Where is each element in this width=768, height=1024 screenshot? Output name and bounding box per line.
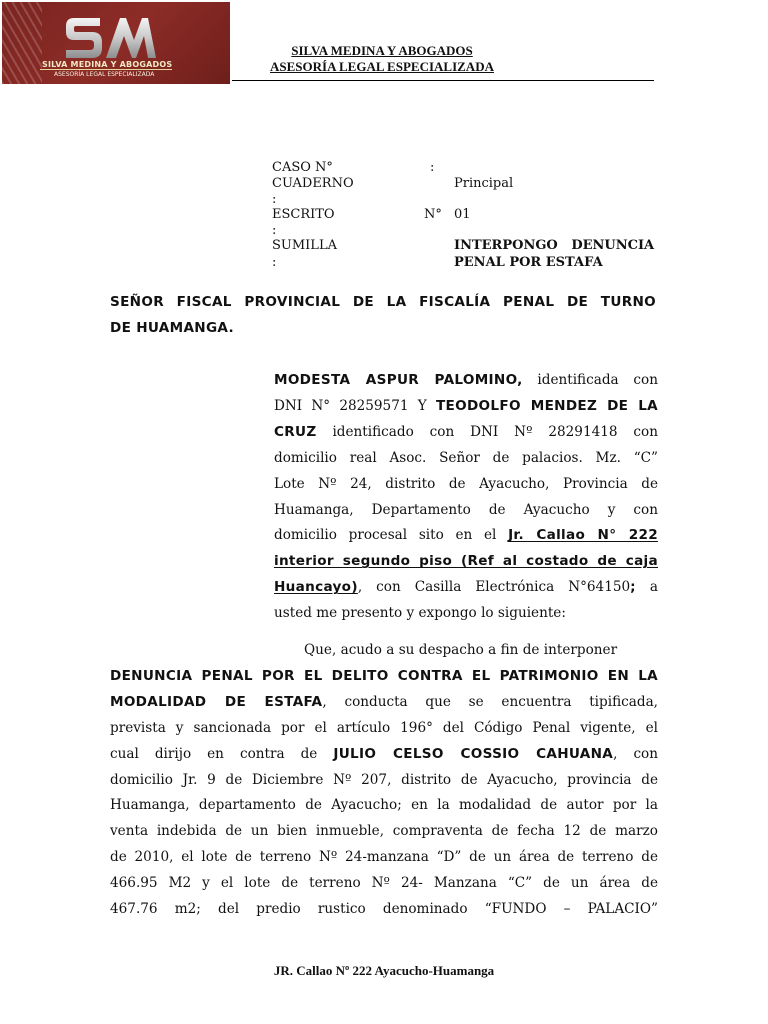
- header-tagline: ASESORÍA LEGAL ESPECIALIZADA: [270, 59, 494, 74]
- sumilla-colon: :: [272, 255, 277, 270]
- body-text: cual dirijo en contra de: [110, 745, 334, 762]
- header-firm-name: SILVA MEDINA Y ABOGADOS: [291, 43, 473, 58]
- intro-semicolon: ;: [630, 579, 636, 596]
- body-text: , conducta que se encuentra tipificada,: [322, 693, 658, 710]
- accused-name: JULIO CELSO COSSIO CAHUANA: [333, 745, 614, 762]
- cuaderno-value: Principal: [454, 176, 514, 191]
- header-rule: [232, 80, 654, 81]
- body-paragraph: [110, 638, 658, 923]
- caso-colon: :: [430, 160, 435, 175]
- intro-line: usted me presento y expongo lo siguiente:: [274, 605, 566, 622]
- footer-address: JR. Callao Nº 222 Ayacucho-Huamanga: [273, 963, 495, 978]
- intro-line: Lote Nº 24, distrito de Ayacucho, Provincia de: [274, 475, 658, 492]
- sumilla-value-2: PENAL POR ESTAFA: [454, 255, 603, 270]
- intro-line: [274, 575, 658, 601]
- sumilla-label: SUMILLA: [272, 238, 337, 253]
- procedural-address-2: interior segundo piso (Ref al costado de caja: [274, 553, 658, 570]
- crime-description-1: DENUNCIA PENAL POR EL DELITO CONTRA EL PATRIMONIO EN LA: [110, 667, 658, 684]
- intro-text: identificado con DNI Nº 28291418 con: [316, 423, 658, 440]
- body-line: prevista y sancionada por el artículo 196° del Código Penal vigente, el: [110, 719, 658, 736]
- cuaderno-label: CUADERNO: [272, 176, 354, 191]
- intro-text: identificada con: [522, 372, 658, 388]
- addressee-line-2: [110, 316, 656, 342]
- body-line: de 2010, el lote de terreno Nº 24-manzana “D” de un área de terreno de: [110, 849, 658, 866]
- body-line: venta indebida de un bien inmueble, compraventa de fecha 12 de marzo: [110, 823, 658, 840]
- intro-line: Huamanga, Departamento de Ayacucho y con: [274, 501, 658, 518]
- intro-line: [274, 549, 658, 575]
- body-line: [110, 664, 658, 690]
- body-text: , con: [613, 745, 658, 762]
- petitioner-name-2-cont: CRUZ: [274, 423, 317, 440]
- intro-line: [274, 394, 658, 420]
- logo-divider: [40, 69, 172, 70]
- escrito-no: N°: [424, 207, 442, 222]
- intro-line: domicilio real Asoc. Señor de palacios. Mz. “C”: [274, 449, 658, 466]
- addressee-text-1: SEÑOR FISCAL PROVINCIAL DE LA FISCALÍA PENAL DE TURNO: [110, 294, 656, 310]
- intro-text: domicilio procesal sito en el: [274, 527, 509, 544]
- intro-text: , con Casilla Electrónica N°64150: [357, 579, 631, 596]
- logo-monogram: [62, 12, 157, 62]
- intro-paragraph: [274, 368, 658, 627]
- addressee-text-2: DE HUAMANGA.: [110, 320, 234, 336]
- caso-label: CASO N°: [272, 160, 333, 175]
- body-line: [110, 690, 658, 716]
- procedural-address-3: Huancayo): [274, 579, 358, 596]
- logo-firm-name: SILVA MEDINA Y ABOGADOS: [42, 60, 173, 69]
- sumilla-value-1: INTERPONGO DENUNCIA: [454, 238, 655, 253]
- petitioner-name-2: TEODOLFO MENDEZ DE LA: [435, 397, 658, 414]
- procedural-address-1: Jr. Callao N° 222: [508, 527, 658, 544]
- body-line: Que, acudo a su despacho a fin de interponer: [304, 642, 618, 658]
- body-line: 467.76 m2; del predio rustico denominado “FUNDO – PALACIO”: [110, 901, 658, 918]
- escrito-colon: :: [272, 223, 277, 238]
- firm-logo: [2, 2, 230, 84]
- escrito-value: 01: [454, 207, 471, 222]
- cuaderno-colon: :: [272, 192, 277, 207]
- intro-line: [274, 523, 658, 549]
- logo-stripes: [2, 2, 42, 84]
- intro-line: [274, 368, 658, 394]
- body-line: domicilio Jr. 9 de Diciembre Nº 207, distrito de Ayacucho, provincia de: [110, 771, 658, 788]
- body-line: Huamanga, departamento de Ayacucho; en la modalidad de autor por la: [110, 797, 658, 814]
- petitioner-name-1: MODESTA ASPUR PALOMINO,: [274, 372, 523, 388]
- logo-tagline: ASESORÍA LEGAL ESPECIALIZADA: [54, 71, 155, 78]
- intro-text: DNI N° 28259571 Y: [274, 397, 436, 414]
- intro-line: [274, 420, 658, 446]
- addressee-line-1: [110, 290, 656, 316]
- crime-description-2: MODALIDAD DE ESTAFA: [110, 693, 323, 710]
- intro-text: a: [635, 579, 658, 596]
- body-line: 466.95 M2 y el lote de terreno Nº 24- Manzana “C” de un área de: [110, 875, 658, 892]
- body-line: [110, 742, 658, 768]
- escrito-label: ESCRITO: [272, 207, 335, 222]
